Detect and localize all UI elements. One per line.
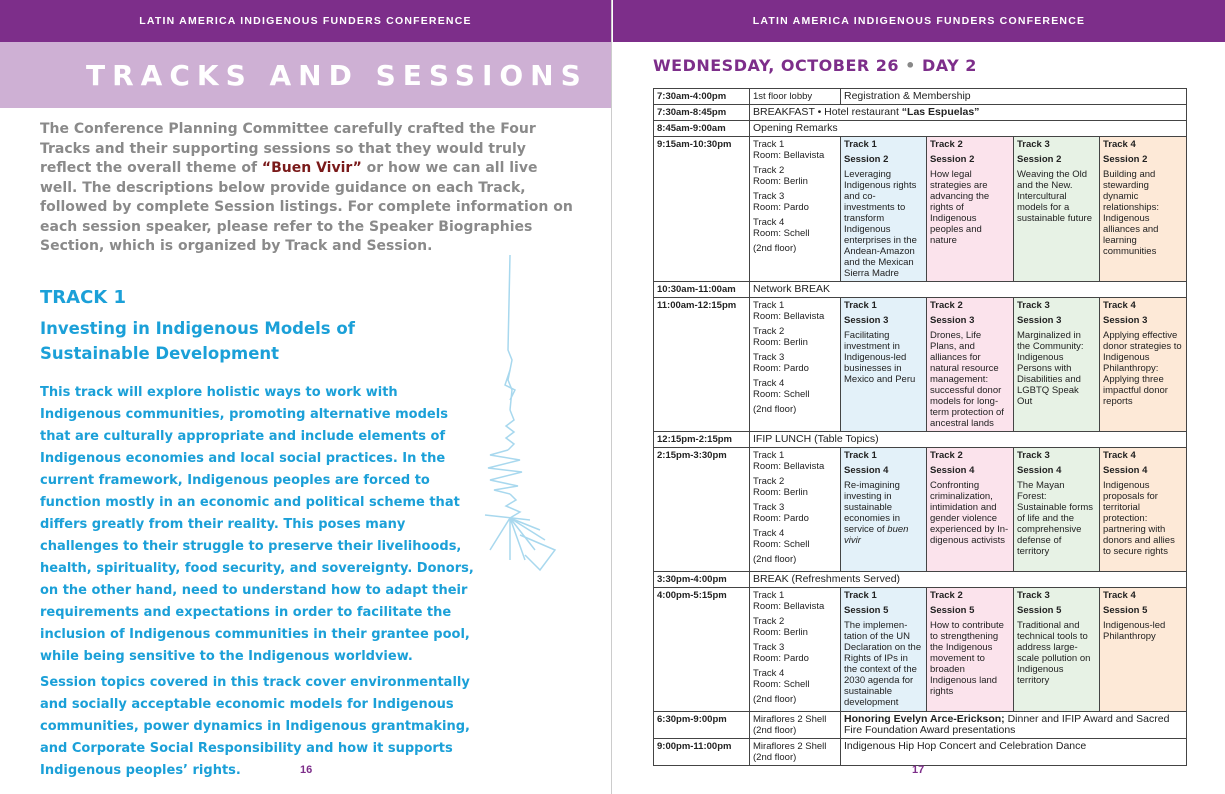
session-cell-track-3 bbox=[1014, 588, 1100, 712]
session-description bbox=[1017, 480, 1096, 557]
session-desc-text: Indigenous-led Philanthropy bbox=[1103, 620, 1166, 642]
session-desc-text: Facilitating investment in Indigenous-led businesses in Mexico and Peru bbox=[844, 330, 916, 385]
session-track: Track 3 bbox=[1017, 139, 1050, 150]
session-cell-track-3 bbox=[1014, 448, 1100, 572]
session-cell-track-4 bbox=[1100, 588, 1187, 712]
track-subtitle: Investing in Indigenous Models of Sustainable Development bbox=[40, 318, 355, 363]
time-cell: 6:30pm-9:00pm bbox=[654, 712, 750, 739]
left-page bbox=[0, 0, 612, 794]
day-bullet: • bbox=[905, 56, 916, 75]
session-number: Session 3 bbox=[930, 315, 975, 326]
session-cell-track-2 bbox=[927, 448, 1014, 572]
time-cell: 7:30am-4:00pm bbox=[654, 89, 750, 105]
session-desc-text: Weaving the Old and the New. Intercultural models for a sustainable future bbox=[1017, 169, 1092, 224]
room-line: Track 4 bbox=[753, 668, 785, 679]
session-track: Track 4 bbox=[1103, 139, 1136, 150]
session-track: Track 1 bbox=[844, 300, 877, 311]
time-cell: 11:00am-12:15pm bbox=[654, 298, 750, 432]
right-header-bar bbox=[613, 0, 1225, 42]
table-row bbox=[654, 432, 1187, 448]
session-cell-track-1 bbox=[841, 448, 927, 572]
session-track: Track 2 bbox=[930, 300, 963, 311]
time-cell: 9:15am-10:30pm bbox=[654, 137, 750, 282]
session-row bbox=[654, 137, 1187, 282]
table-row bbox=[654, 739, 1187, 766]
session-number: Session 4 bbox=[1103, 465, 1148, 476]
room-line: Track 2 bbox=[753, 326, 785, 337]
location-cell: 1st floor lobby bbox=[750, 89, 841, 105]
room-line: Room: Berlin bbox=[753, 627, 808, 638]
session-description bbox=[930, 620, 1010, 697]
right-header-text: LATIN AMERICA INDIGENOUS FUNDERS CONFERENCE bbox=[752, 15, 1086, 27]
room-line: Room: Pardo bbox=[753, 363, 809, 374]
session-track: Track 1 bbox=[844, 450, 877, 461]
time-cell: 4:00pm-5:15pm bbox=[654, 588, 750, 712]
room-line: Track 2 bbox=[753, 616, 785, 627]
track-paragraph-1: This track will explore holistic ways to work with Indigenous communities, promoting alternative models that are culturally appropriate and include elements of Indigenous economies and local social practices. In the current framework, Indigenous peoples are forced to function mostly in an economic and political scheme that differs greatly from their reality. This poses many challenges to their struggle to preserve their livelihoods, health, spirituality, food security, and sovereignty. Donors, on the other hand, need to understand how to adapt their requirements and expectations in order to facilitate the inclusion of Indigenous communities in their grantee pool, while being sensitive to the Indigenous worldview. bbox=[40, 384, 474, 664]
session-desc-text: Confronting criminalization, intimidation and gender violence experienced by In-digenous activists bbox=[930, 480, 1009, 546]
session-row bbox=[654, 588, 1187, 712]
table-row bbox=[654, 712, 1187, 739]
session-track: Track 2 bbox=[930, 590, 963, 601]
session-cell-track-1 bbox=[841, 298, 927, 432]
event-cell bbox=[750, 105, 1187, 121]
session-description bbox=[844, 169, 923, 279]
session-description bbox=[930, 330, 1010, 429]
session-cell-track-1 bbox=[841, 137, 927, 282]
session-number: Session 2 bbox=[930, 154, 975, 165]
room-line: Room: Pardo bbox=[753, 513, 809, 524]
session-desc-text: The Mayan Forest: Sustainable forms of life and the comprehensive defense of territory bbox=[1017, 480, 1094, 557]
time-cell: 8:45am-9:00am bbox=[654, 121, 750, 137]
intro-paragraph bbox=[40, 120, 575, 257]
session-number: Session 2 bbox=[1017, 154, 1062, 165]
session-desc-text: How to contribute to strengthening the Indigenous movement to broaden Indigenous land rights bbox=[930, 620, 1004, 697]
session-number: Session 4 bbox=[930, 465, 975, 476]
session-description bbox=[1103, 620, 1183, 642]
session-cell-track-2 bbox=[927, 137, 1014, 282]
room-line: Track 4 bbox=[753, 217, 785, 228]
room-line: Room: Schell bbox=[753, 389, 810, 400]
session-desc-text: Leveraging Indigenous rights and co-investments to transform Indigenous enterprises in the Andean-Amazon and the Mexican Sierra Madre bbox=[844, 169, 917, 279]
location-line: (2nd floor) bbox=[753, 725, 797, 736]
session-number: Session 2 bbox=[1103, 154, 1148, 165]
time-cell: 10:30am-11:00am bbox=[654, 282, 750, 298]
event-cell: Indigenous Hip Hop Concert and Celebration Dance bbox=[841, 739, 1187, 766]
time-cell: 12:15pm-2:15pm bbox=[654, 432, 750, 448]
session-track: Track 1 bbox=[844, 139, 877, 150]
table-row bbox=[654, 572, 1187, 588]
session-track: Track 3 bbox=[1017, 590, 1050, 601]
room-line: Room: Schell bbox=[753, 539, 810, 550]
room-line: (2nd floor) bbox=[753, 404, 797, 415]
session-desc-italic: buen vivir bbox=[844, 524, 909, 546]
table-row bbox=[654, 105, 1187, 121]
page-title: TRACKS AND SESSIONS bbox=[86, 58, 588, 92]
intro-text-1: The Conference Planning Committee carefully crafted the Four Tracks and their supporting sessions so that they would truly reflect the overall theme of bbox=[40, 121, 536, 176]
location-cell bbox=[750, 739, 841, 766]
room-line: Track 1 bbox=[753, 590, 785, 601]
day-label: DAY 2 bbox=[921, 56, 977, 75]
room-line: Room: Bellavista bbox=[753, 150, 825, 161]
time-cell: 3:30pm-4:00pm bbox=[654, 572, 750, 588]
session-number: Session 4 bbox=[844, 465, 889, 476]
rooms-cell bbox=[750, 298, 841, 432]
room-line: Track 2 bbox=[753, 165, 785, 176]
session-cell-track-1 bbox=[841, 588, 927, 712]
event-cell: Registration & Membership bbox=[841, 89, 1187, 105]
session-row bbox=[654, 448, 1187, 572]
event-text: BREAKFAST • Hotel restaurant bbox=[753, 106, 902, 118]
session-description bbox=[844, 330, 923, 385]
session-cell-track-4 bbox=[1100, 448, 1187, 572]
session-track: Track 2 bbox=[930, 139, 963, 150]
session-description bbox=[1017, 620, 1096, 686]
room-line: Room: Bellavista bbox=[753, 461, 825, 472]
left-header-bar bbox=[0, 0, 611, 42]
table-row bbox=[654, 282, 1187, 298]
session-cell-track-4 bbox=[1100, 298, 1187, 432]
session-description bbox=[1017, 169, 1096, 224]
session-number: Session 3 bbox=[1017, 315, 1062, 326]
intro-text-2: or how we can all live well. The descriptions below provide guidance on each Track, followed by complete Session listings. For complete information on each session speaker, please refer to the Speaker Biographies Section, which is organized by Track and Session. bbox=[40, 160, 573, 254]
session-track: Track 2 bbox=[930, 450, 963, 461]
event-cell bbox=[841, 712, 1187, 739]
location-cell bbox=[750, 712, 841, 739]
room-line: Room: Pardo bbox=[753, 653, 809, 664]
session-number: Session 5 bbox=[844, 605, 889, 616]
session-desc-text: Re-imagining investing in sustainable economies in service of bbox=[844, 480, 900, 535]
room-line: Track 1 bbox=[753, 450, 785, 461]
room-line: (2nd floor) bbox=[753, 554, 797, 565]
room-line: (2nd floor) bbox=[753, 694, 797, 705]
schedule-table bbox=[653, 88, 1187, 766]
session-description bbox=[930, 480, 1010, 546]
session-track: Track 4 bbox=[1103, 450, 1136, 461]
session-track: Track 3 bbox=[1017, 450, 1050, 461]
session-desc-text: How legal strategies are advancing the rights of Indigenous peoples and nature bbox=[930, 169, 990, 246]
session-number: Session 3 bbox=[1103, 315, 1148, 326]
session-track: Track 3 bbox=[1017, 300, 1050, 311]
time-cell: 9:00pm-11:00pm bbox=[654, 739, 750, 766]
event-text: Dinner and IFIP Award and Sacred Fire Foundation Award presentations bbox=[844, 713, 1170, 736]
session-description bbox=[1103, 169, 1183, 257]
session-row bbox=[654, 298, 1187, 432]
session-number: Session 2 bbox=[844, 154, 889, 165]
room-line: Room: Bellavista bbox=[753, 601, 825, 612]
room-line: Track 3 bbox=[753, 191, 785, 202]
event-cell: Network BREAK bbox=[750, 282, 1187, 298]
table-row bbox=[654, 89, 1187, 105]
room-line: Track 3 bbox=[753, 642, 785, 653]
session-cell-track-3 bbox=[1014, 298, 1100, 432]
session-desc-text: Traditional and technical tools to address large-scale pollution on Indigenous territory bbox=[1017, 620, 1091, 686]
session-track: Track 4 bbox=[1103, 590, 1136, 601]
event-cell: IFIP LUNCH (Table Topics) bbox=[750, 432, 1187, 448]
session-description bbox=[1017, 330, 1096, 407]
track-paragraph-2: Session topics covered in this track cover environmentally and socially acceptable economic models for Indigenous communities, power dynamics in Indigenous grantmaking, and Corporate Social Responsibility and how it supports Indigenous peoples’ rights. bbox=[40, 674, 470, 778]
session-desc-text: Drones, Life Plans, and alliances for natural resource management: successful donor models for long-term protection of ancestral lands bbox=[930, 330, 1004, 429]
room-line: Room: Pardo bbox=[753, 202, 809, 213]
session-track: Track 4 bbox=[1103, 300, 1136, 311]
session-cell-track-2 bbox=[927, 298, 1014, 432]
room-line: Room: Schell bbox=[753, 228, 810, 239]
nazca-figure-illustration bbox=[480, 250, 580, 580]
room-line: (2nd floor) bbox=[753, 243, 797, 254]
rooms-cell bbox=[750, 448, 841, 572]
event-venue: “Las Espuelas” bbox=[901, 106, 980, 118]
session-number: Session 5 bbox=[1017, 605, 1062, 616]
room-line: Track 3 bbox=[753, 352, 785, 363]
session-number: Session 5 bbox=[1103, 605, 1148, 616]
day-heading bbox=[653, 56, 1225, 75]
session-number: Session 4 bbox=[1017, 465, 1062, 476]
session-desc-text: Indigenous proposals for territorial protection: partnering with donors and allies to secure rights bbox=[1103, 480, 1175, 557]
event-cell: BREAK (Refreshments Served) bbox=[750, 572, 1187, 588]
session-number: Session 3 bbox=[844, 315, 889, 326]
room-line: Room: Berlin bbox=[753, 487, 808, 498]
session-description bbox=[1103, 330, 1183, 407]
right-page-number: 17 bbox=[912, 764, 925, 776]
location-line: (2nd floor) bbox=[753, 752, 797, 763]
location-line: Miraflores 2 Shell bbox=[753, 741, 827, 752]
right-page bbox=[613, 0, 1225, 794]
room-line: Room: Berlin bbox=[753, 176, 808, 187]
room-line: Track 2 bbox=[753, 476, 785, 487]
room-line: Track 4 bbox=[753, 378, 785, 389]
event-honoree: Honoring Evelyn Arce-Erickson; bbox=[844, 713, 1005, 725]
session-desc-text: Applying effective donor strategies to Indigenous Philanthropy: Applying three impactful donor reports bbox=[1103, 330, 1182, 407]
track-label: TRACK 1 bbox=[40, 286, 127, 308]
session-description bbox=[844, 620, 923, 708]
rooms-cell bbox=[750, 588, 841, 712]
session-desc-text: Building and stewarding dynamic relationships: Indigenous alliances and learning communities bbox=[1103, 169, 1159, 257]
session-cell-track-3 bbox=[1014, 137, 1100, 282]
title-band bbox=[0, 42, 611, 108]
room-line: Track 4 bbox=[753, 528, 785, 539]
room-line: Room: Berlin bbox=[753, 337, 808, 348]
session-description bbox=[1103, 480, 1183, 557]
room-line: Track 1 bbox=[753, 139, 785, 150]
session-desc-text: Marginalized in the Community: Indigenous Persons with Disabilities and LGBTQ Speak Out bbox=[1017, 330, 1084, 407]
session-desc-text: The implemen-tation of the UN Declaration on the Rights of IPs in the context of the 2030 agenda for sustainable development bbox=[844, 620, 922, 708]
event-cell: Opening Remarks bbox=[750, 121, 1187, 137]
room-line: Track 3 bbox=[753, 502, 785, 513]
time-cell: 7:30am-8:45pm bbox=[654, 105, 750, 121]
room-line: Room: Schell bbox=[753, 679, 810, 690]
room-line: Room: Bellavista bbox=[753, 311, 825, 322]
day-date: WEDNESDAY, OCTOBER 26 bbox=[653, 56, 900, 75]
location-line: Miraflores 2 Shell bbox=[753, 714, 827, 725]
table-row bbox=[654, 121, 1187, 137]
intro-emphasis: “Buen Vivir” bbox=[261, 160, 362, 176]
left-header-text: LATIN AMERICA INDIGENOUS FUNDERS CONFERENCE bbox=[139, 15, 472, 27]
session-track: Track 1 bbox=[844, 590, 877, 601]
session-description bbox=[844, 480, 923, 546]
session-cell-track-4 bbox=[1100, 137, 1187, 282]
session-cell-track-2 bbox=[927, 588, 1014, 712]
rooms-cell bbox=[750, 137, 841, 282]
left-page-number: 16 bbox=[300, 764, 313, 776]
session-number: Session 5 bbox=[930, 605, 975, 616]
session-description bbox=[930, 169, 1010, 246]
track-description bbox=[40, 382, 480, 782]
room-line: Track 1 bbox=[753, 300, 785, 311]
time-cell: 2:15pm-3:30pm bbox=[654, 448, 750, 572]
